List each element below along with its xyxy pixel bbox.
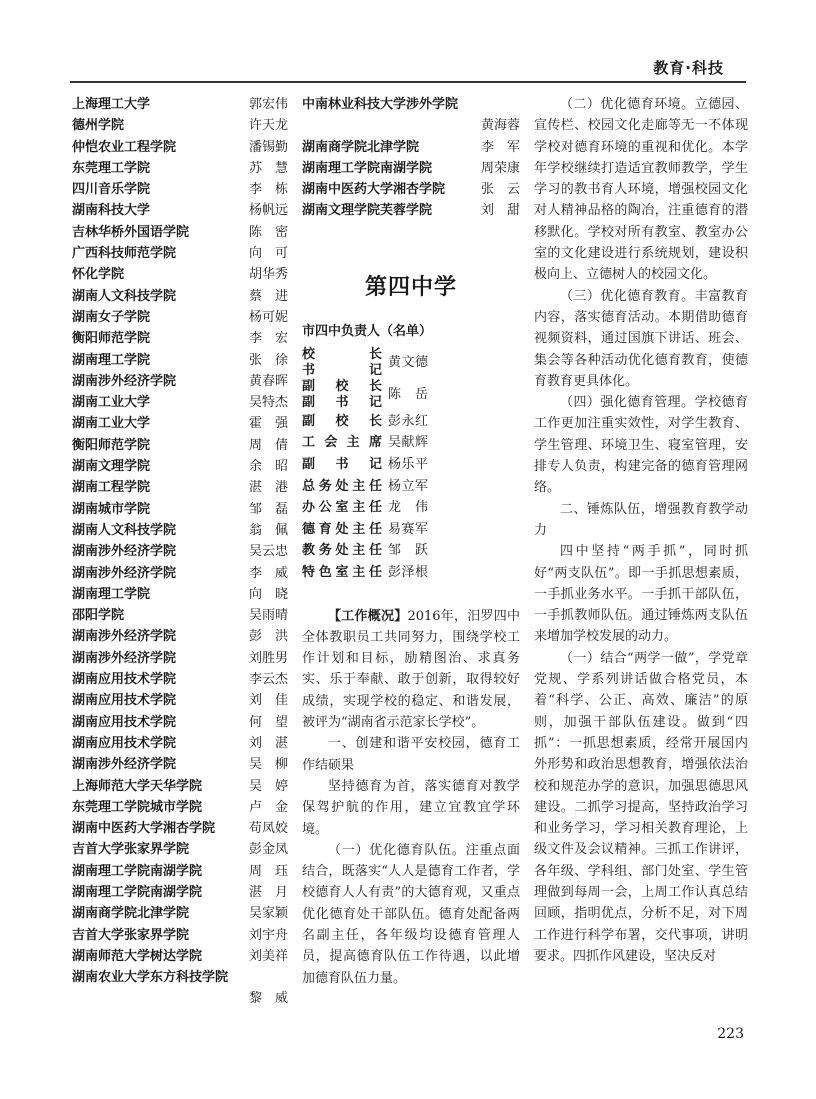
university-name: 湖南中医药大学湘杏学院 xyxy=(72,821,216,837)
graduate-row xyxy=(302,137,520,158)
university-name: 湖南人文科技学院 xyxy=(72,288,177,304)
university-name: 上海理工大学 xyxy=(72,97,151,112)
university-name: 湖南理工学院南湖学院 xyxy=(302,160,433,176)
graduate-row xyxy=(302,158,520,179)
university-name: 东莞理工学院城市学院 xyxy=(72,799,203,815)
graduate-row xyxy=(72,541,288,562)
university-name: 湖南商学院北津学院 xyxy=(302,139,420,155)
university-name: 上海师范大学天华学院 xyxy=(72,778,203,794)
roster-name: 邹 跃 xyxy=(388,543,429,559)
graduate-row xyxy=(72,179,288,200)
page-number: 223 xyxy=(717,1026,744,1042)
student-name: 胡华秀 xyxy=(248,267,288,283)
column-2 xyxy=(302,94,520,989)
roster-row xyxy=(302,379,520,411)
graduate-row xyxy=(72,499,288,520)
university-name: 湖南理工学院南湖学院 xyxy=(72,863,203,879)
university-name: 四川音乐学院 xyxy=(72,182,151,198)
paragraph-section1: 一、创建和谐平安校园，德育工作结硕果 xyxy=(302,736,520,773)
graduate-row xyxy=(72,669,288,690)
student-name: 蔡 进 xyxy=(248,288,288,304)
roster-title-line: 书 记 xyxy=(302,362,382,378)
student-name: 黄海蓉 xyxy=(480,118,520,134)
graduate-row xyxy=(72,946,288,967)
article-body-col2 xyxy=(302,606,520,989)
graduate-row xyxy=(72,286,288,307)
graduate-row xyxy=(72,605,288,626)
overview-label: 【工作概况】 xyxy=(328,608,408,624)
university-name: 东莞理工学院 xyxy=(72,160,151,176)
university-name: 湖南工业大学 xyxy=(72,416,151,432)
student-name: 向 可 xyxy=(248,246,288,262)
roster-title xyxy=(302,347,382,379)
student-name: 苟凤姣 xyxy=(248,821,288,837)
graduate-row xyxy=(72,861,288,882)
student-name: 刘 甜 xyxy=(480,203,520,219)
roster-row xyxy=(302,347,520,379)
student-name: 黄春晖 xyxy=(248,373,288,389)
graduate-row xyxy=(72,882,288,903)
paragraph-cadre: （一）结合“两学一做”，学党章党规、学系列讲话做合格党员，本着“科学、公正、高效、廉洁”的原则，加强干部队伍建设。做到“四抓”：一抓思想素质，经常开展国内外形势和政治思想教育，增强依法治校和规范办学的意识，加强思德思风建设。二抓学习提高，坚持政治学习和业务学习，学习相关教育理论，上级文件及会议精神。三抓工作讲评，各年级、学科组、部门处室、学生管理做到每周一会，上周工作认真总结回顾，指明优点，分析不足，对下周工作进行科学布署，交代事项，讲明要求。四抓作风建设，坚决反对 xyxy=(534,650,748,964)
graduate-row xyxy=(302,200,520,221)
student-name: 郭宏伟 xyxy=(248,97,288,112)
paragraph-management: （四）强化德育管理。学校德育工作更加注重实效性，对学生教育、学生管理、环境卫生、寝室管理，安排专人负责，构建完备的德育管理网络。 xyxy=(534,395,748,496)
university-name: 湖南城市学院 xyxy=(72,501,151,517)
student-name: 湛 港 xyxy=(248,480,288,496)
section-header: 教育·科技 xyxy=(653,59,724,77)
student-name: 吴云忠 xyxy=(248,544,288,560)
university-name: 湖南文理学院 xyxy=(72,459,151,475)
university-name: 湖南应用技术学院 xyxy=(72,735,177,751)
graduate-row xyxy=(72,733,288,754)
graduate-row xyxy=(72,520,288,541)
paragraph-team: （一）优化德育队伍。注重点面结合，既落实“人人是德育工作者，学校德育人人有责”的大德育观，又重点优化德育处干部队伍。德育处配备两名副主任，各年级均设德育管理人员，提高德育队伍工作待遇，以此增加德育队伍力量。 xyxy=(302,842,520,986)
student-name: 邹 磊 xyxy=(248,501,288,517)
university-name: 湖南涉外经济学院 xyxy=(72,757,177,773)
roster-name: 陈 岳 xyxy=(388,386,429,402)
roster-title xyxy=(302,379,382,411)
roster-row xyxy=(302,476,520,498)
graduate-row xyxy=(72,925,288,946)
graduate-row xyxy=(72,243,288,264)
graduate-list xyxy=(72,94,288,967)
roster-title-line: 副 书 记 xyxy=(302,394,382,410)
university-name: 湖南商学院北津学院 xyxy=(72,906,190,922)
student-name: 陈 密 xyxy=(248,224,288,240)
graduate-row xyxy=(72,626,288,647)
graduate-row xyxy=(72,158,288,179)
graduate-list-column-1 xyxy=(72,94,288,1010)
graduate-row xyxy=(302,179,520,200)
roster-row xyxy=(302,432,520,454)
roster-title: 总务处主任 xyxy=(302,478,382,494)
overview-text: 2016年，汨罗四中全体教职员工共同努力，围绕学校工作计划和目标，励精图治、求真务实、乐于奉献、敢于创新，取得较好成绩，实现学校的稳定、和谐发展，被评为“湖南省示范家长学校”。 xyxy=(302,608,520,731)
student-name: 刘宇舟 xyxy=(248,927,288,943)
student-name: 张 云 xyxy=(480,182,520,198)
graduate-row xyxy=(72,690,288,711)
graduate-row xyxy=(72,797,288,818)
student-name: 许天龙 xyxy=(248,118,288,134)
graduate-row-wrapped xyxy=(72,967,288,1010)
roster-row xyxy=(302,519,520,541)
student-name: 彭金凤 xyxy=(248,842,288,858)
roster-name: 彭永红 xyxy=(388,413,429,429)
roster-name: 易赛军 xyxy=(388,521,429,537)
student-name: 向 晓 xyxy=(248,586,288,602)
university-name: 湖南涉外经济学院 xyxy=(72,544,177,560)
student-name: 周 珏 xyxy=(248,863,288,879)
university-name: 衡阳师范学院 xyxy=(72,331,151,347)
roster-row xyxy=(302,411,520,433)
roster-title: 工会主席 xyxy=(302,435,382,451)
university-name: 湖南理工学院 xyxy=(72,586,151,602)
graduate-row xyxy=(72,350,288,371)
graduate-row xyxy=(72,222,288,243)
graduate-row xyxy=(72,200,288,221)
student-name: 李 宏 xyxy=(248,331,288,347)
student-name: 翁 佩 xyxy=(248,522,288,538)
roster-title-line: 校 长 xyxy=(302,346,382,362)
roster-row xyxy=(302,497,520,519)
student-name: 卢 金 xyxy=(248,799,288,815)
article-body-col3 xyxy=(534,94,748,967)
student-name: 杨帆远 xyxy=(248,203,288,219)
student-name: 张 徐 xyxy=(248,352,288,368)
student-name: 杨可妮 xyxy=(248,309,288,325)
graduate-row xyxy=(72,818,288,839)
student-name: 周 倩 xyxy=(248,437,288,453)
graduate-row xyxy=(72,392,288,413)
paragraph-two-hands: 四中坚持“两手抓”，同时抓好“两支队伍”。即一手抓思想素质，一手抓业务水平。一手抓干部队伍，一手抓教师队伍。通过锤炼两支队伍来增加学校发展的动力。 xyxy=(534,544,748,645)
university-name: 吉林华桥外国语学院 xyxy=(72,224,190,240)
student-name: 刘胜男 xyxy=(248,650,288,666)
university-name: 湖南理工学院南湖学院 xyxy=(72,884,203,900)
university-name: 湖南师范大学树达学院 xyxy=(72,948,203,964)
university-name: 湖南涉外经济学院 xyxy=(72,650,177,666)
roster-row xyxy=(302,562,520,584)
university-name: 湖南科技大学 xyxy=(72,203,151,219)
university-name: 湖南工业大学 xyxy=(72,395,151,411)
student-name: 刘 佳 xyxy=(248,693,288,709)
roster-title: 副校长 xyxy=(302,413,382,429)
university-name: 湖南人文科技学院 xyxy=(72,522,177,538)
roster-row xyxy=(302,454,520,476)
university-name: 湖南中医药大学湘杏学院 xyxy=(302,182,446,198)
student-name: 李 威 xyxy=(248,565,288,581)
roster-name: 黄文德 xyxy=(388,354,429,370)
graduate-row xyxy=(72,435,288,456)
university-name: 湖南应用技术学院 xyxy=(72,714,177,730)
university-name: 中南林业科技大学涉外学院 xyxy=(302,97,459,112)
graduate-row xyxy=(72,94,288,115)
roster-name: 吴献辉 xyxy=(388,435,429,451)
student-name: 吴 婷 xyxy=(248,778,288,794)
graduate-row xyxy=(72,137,288,158)
paragraph-education: （三）优化德育教育。丰富教育内容，落实德育活动。本期借助德育视频资料，通过国旗下讲话、班会、集会等各种活动优化德育教育，使德育教育更具体化。 xyxy=(534,288,748,389)
student-name: 吴特杰 xyxy=(248,395,288,411)
university-name: 湖南女子学院 xyxy=(72,309,151,325)
student-name: 苏 慧 xyxy=(248,160,288,176)
graduate-row xyxy=(72,712,288,733)
graduate-list xyxy=(302,137,520,222)
graduate-row xyxy=(72,413,288,434)
university-name: 湖南涉外经济学院 xyxy=(72,565,177,581)
roster-name: 彭泽根 xyxy=(388,564,429,580)
roster-heading: 市四中负责人（名单） xyxy=(302,323,433,339)
graduate-row xyxy=(72,776,288,797)
roster-title: 德育处主任 xyxy=(302,521,382,537)
paragraph-section2: 二、锤炼队伍，增强教育教学动力 xyxy=(534,501,748,538)
roster-title: 教务处主任 xyxy=(302,543,382,559)
university-name: 吉首大学张家界学院 xyxy=(72,927,190,943)
roster-title: 特色室主任 xyxy=(302,564,382,580)
graduate-row xyxy=(72,456,288,477)
school-title: 第四中学 xyxy=(364,273,457,300)
roster-name: 杨乐平 xyxy=(388,456,429,472)
graduate-row xyxy=(72,839,288,860)
graduate-row xyxy=(72,115,288,136)
university-name: 湖南涉外经济学院 xyxy=(72,629,177,645)
paragraph-moral-first: 坚持德育为首，落实德育对教学保驾护航的作用，建立宜教宜学环境。 xyxy=(302,778,520,837)
paragraph-environment: （二）优化德育环境。立德园、宣传栏、校园文化走廊等无一不体现学校对德育环境的重视和优化。本学年学校继续打造适宜教师教学，学生学习的教书育人环境，增强校园文化对人精神品格的陶冶，注重德育的潜移默化。学校对所有教室、教室办公室的文化建设进行系统规划，建设积极向上、立德树人的校园文化。 xyxy=(534,97,748,283)
student-name: 刘美祥 xyxy=(248,948,288,964)
graduate-row xyxy=(72,754,288,775)
university-name: 湖南农业大学东方科技学院 xyxy=(72,970,229,986)
student-name: 何 望 xyxy=(248,714,288,730)
student-name: 潘锡勤 xyxy=(248,139,288,155)
student-name: 湛 月 xyxy=(248,884,288,900)
student-name: 余 昭 xyxy=(248,459,288,475)
student-name: 李云杰 xyxy=(248,672,288,688)
student-name: 吴家颖 xyxy=(248,906,288,922)
graduate-row xyxy=(72,584,288,605)
paragraph-overview xyxy=(302,606,520,734)
university-name: 湖南应用技术学院 xyxy=(72,672,177,688)
university-name: 衡阳师范学院 xyxy=(72,437,151,453)
student-name: 霍 强 xyxy=(248,416,288,432)
graduate-row xyxy=(72,307,288,328)
roster-name: 龙 伟 xyxy=(388,500,429,516)
university-name: 德州学院 xyxy=(72,118,125,134)
graduate-row xyxy=(72,371,288,392)
roster-name: 杨立军 xyxy=(388,478,429,494)
student-name: 李 栋 xyxy=(248,182,288,198)
student-name: 黎 威 xyxy=(248,991,288,1007)
university-name: 广西科技师范学院 xyxy=(72,246,177,262)
university-name: 湖南理工学院 xyxy=(72,352,151,368)
university-name: 湖南工程学院 xyxy=(72,480,151,496)
university-name: 湖南应用技术学院 xyxy=(72,693,177,709)
roster-row xyxy=(302,540,520,562)
graduate-row-wrapped xyxy=(302,94,520,137)
roster-rest xyxy=(302,411,520,584)
graduate-row xyxy=(72,477,288,498)
roster-title-line: 副 校 长 xyxy=(302,378,382,394)
student-name: 吴雨晴 xyxy=(248,608,288,624)
student-name: 刘 湛 xyxy=(248,735,288,751)
university-name: 湖南文理学院芙蓉学院 xyxy=(302,203,433,219)
leadership-roster xyxy=(302,347,520,584)
student-name: 吴 柳 xyxy=(248,757,288,773)
university-name: 仲恺农业工程学院 xyxy=(72,139,177,155)
university-name: 怀化学院 xyxy=(72,267,125,283)
graduate-row xyxy=(72,328,288,349)
student-name: 彭 洪 xyxy=(248,629,288,645)
graduate-row xyxy=(72,648,288,669)
graduate-row xyxy=(72,563,288,584)
roster-title: 副书记 xyxy=(302,456,382,472)
university-name: 吉首大学张家界学院 xyxy=(72,842,190,858)
roster-title: 办公室主任 xyxy=(302,500,382,516)
graduate-row xyxy=(72,264,288,285)
header-rule xyxy=(70,81,746,83)
graduate-row xyxy=(72,903,288,924)
student-name: 周荣康 xyxy=(480,160,520,176)
university-name: 湖南涉外经济学院 xyxy=(72,373,177,389)
student-name: 李 军 xyxy=(480,139,520,155)
university-name: 邵阳学院 xyxy=(72,608,125,624)
